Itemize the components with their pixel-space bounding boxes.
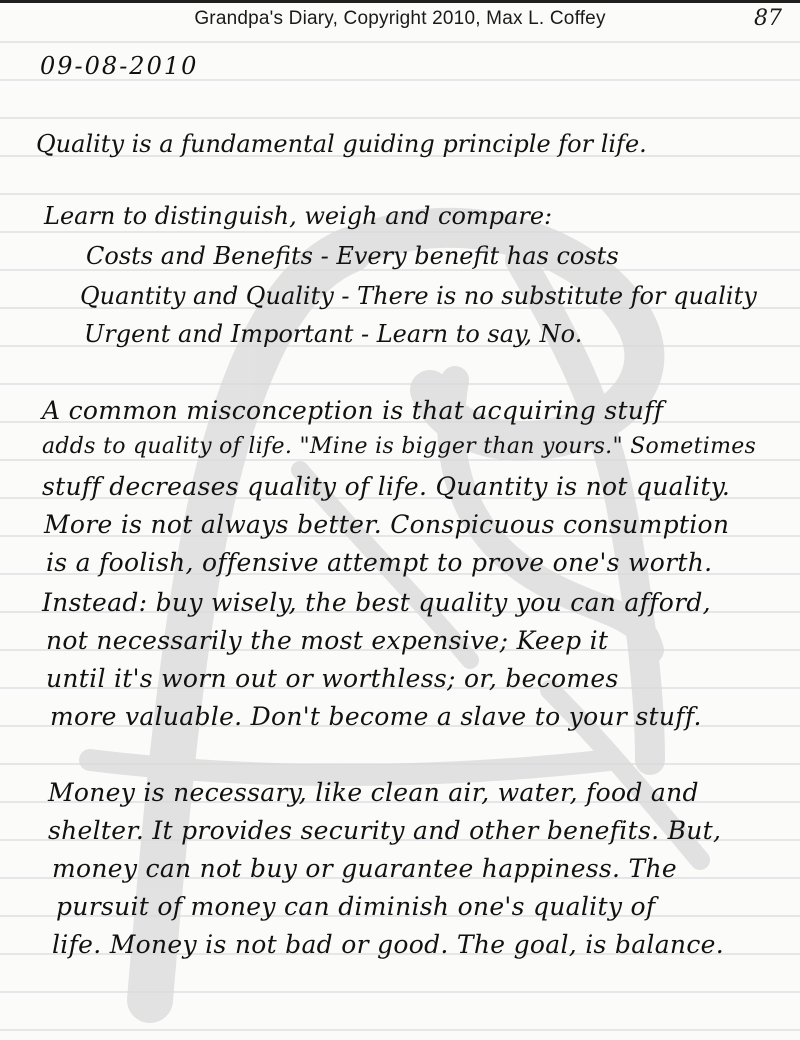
- paragraph2-line: more valuable. Don't become a slave to your stuff.: [50, 702, 702, 731]
- paragraph2-line: A common misconception is that acquiring stuff: [42, 396, 664, 425]
- paragraph2-line: until it's worn out or worthless; or, becomes: [46, 664, 619, 693]
- paragraph2-line: Instead: buy wisely, the best quality you can afford,: [42, 588, 711, 617]
- paragraph3-line: life. Money is not bad or good. The goal, is balance.: [52, 930, 724, 959]
- opening-line: Quality is a fundamental guiding principle for life.: [36, 130, 647, 158]
- comparison-line: Urgent and Important - Learn to say, No.: [84, 320, 583, 348]
- learn-intro-line: Learn to distinguish, weigh and compare:: [44, 202, 553, 230]
- paragraph3-line: money can not buy or guarantee happiness. The: [52, 854, 678, 883]
- paragraph2-line: is a foolish, offensive attempt to prove one's worth.: [46, 548, 713, 577]
- paragraph2-line: stuff decreases quality of life. Quantity is not quality.: [42, 472, 731, 501]
- comparison-line: Quantity and Quality - There is no substitute for quality: [80, 282, 757, 310]
- paragraph3-line: shelter. It provides security and other benefits. But,: [48, 816, 722, 845]
- comparison-line: Costs and Benefits - Every benefit has costs: [86, 242, 619, 270]
- paragraph2-line: adds to quality of life. "Mine is bigger than yours." Sometimes: [42, 434, 757, 459]
- paragraph3-line: pursuit of money can diminish one's quality of: [56, 892, 656, 921]
- header-title: Grandpa's Diary, Copyright 2010, Max L. Coffey: [194, 8, 606, 29]
- entry-date: 09-08-2010: [40, 52, 199, 80]
- paragraph3-line: Money is necessary, like clean air, water, food and: [48, 778, 699, 807]
- paragraph2-line: not necessarily the most expensive; Keep it: [46, 626, 609, 655]
- paragraph2-line: More is not always better. Conspicuous consumption: [44, 510, 730, 539]
- page-number: 87: [754, 6, 782, 31]
